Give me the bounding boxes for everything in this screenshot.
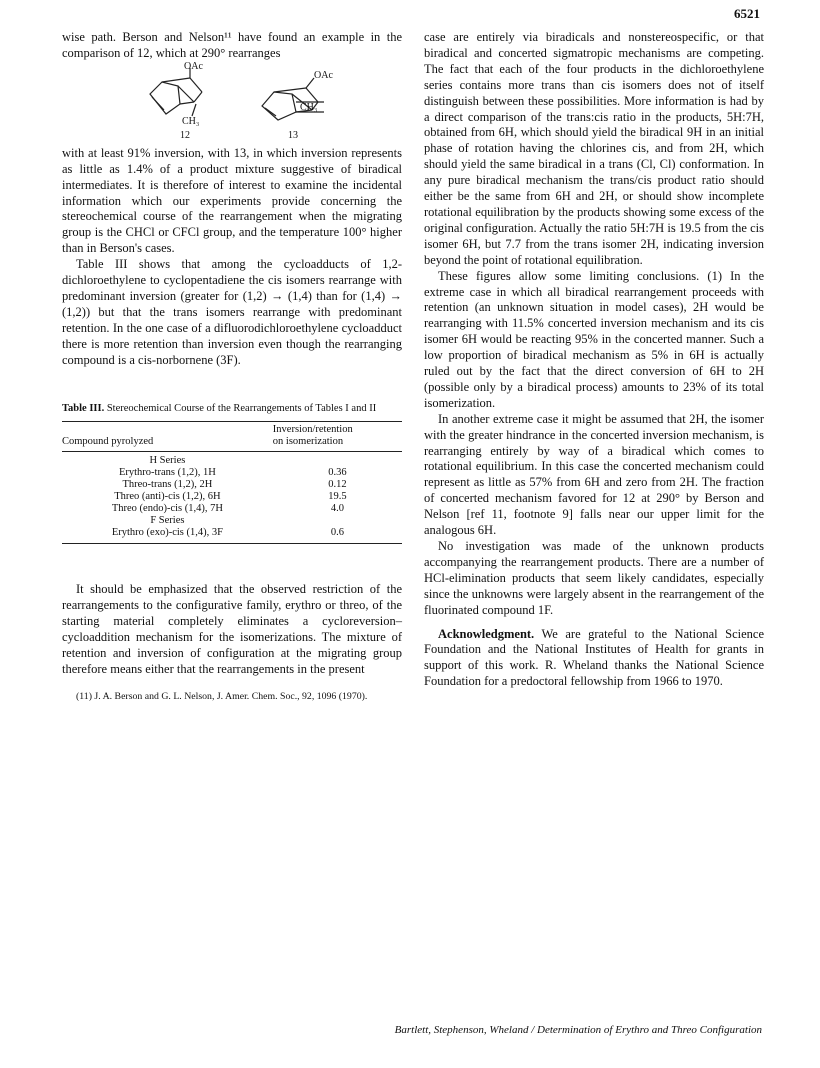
footnote-11: (11) J. A. Berson and G. L. Nelson, J. Amer. Chem. Soc., 92, 1096 (1970).	[76, 691, 368, 703]
structure-13-ch-label: CH₃	[300, 101, 318, 113]
table-header-ratio-line1: Inversion/retention	[272, 424, 353, 435]
left-paragraph-4: It should be emphasized that the observed restriction of the rearrangements to the configurative family, erythro or threo, of the starting material completely eliminates a cycloreversion–cycloaddition mechanism for the isomerizations. The mixture of retention and inversion of configuration at the migrating group therefore means either that the rearrangements in the present	[62, 582, 402, 676]
table-cell-compound: Threo (anti)-cis (1,2), 6H	[114, 491, 221, 502]
structure-12-ch3-label: CH₃	[182, 115, 200, 127]
table-section-h: H Series	[149, 455, 186, 466]
right-paragraph-1: case are entirely via biradicals and nonstereospecific, or that biradical and concerted sigmatropic mechanisms are competing. The fact that each of the four products in the dichloroethylene series contains more trans than cis isomers does not of itself distinguish between these possibilities. More information is had by a direct comparison of the trans:cis ratio in the products, 5H:7H, obtained from 6H, which should yield the biradical 9H in an initial phase of rotation having the chlorines cis, and from 2H, which should yield the same biradical in a trans (Cl, Cl) conformation. In any pure biradical mechanism the trans/cis product ratio should either be the same from 6H and 2H, or should show incomplete rotational equilibration by the products showing some excess of the original configuration. Actually the ratio 5H:7H is 19.5 from the cis isomer 6H, but 7.7 from the trans isomer 2H, indicating inversion beyond the point of rotational equilibration.	[424, 30, 764, 267]
table-caption-text: Stereochemical Course of the Rearrangements of Tables I and II	[106, 402, 377, 414]
table-caption-label: Table III.	[62, 402, 105, 414]
table-row	[62, 503, 402, 515]
table-cell-value: 0.36	[328, 467, 347, 478]
acknowledgment-label: Acknowledgment.	[438, 626, 535, 641]
table-row	[62, 491, 402, 503]
running-footer: Bartlett, Stephenson, Wheland / Determination of Erythro and Threo Configuration	[394, 1024, 762, 1036]
structure-12-number: 12	[180, 129, 190, 141]
table-cell-value: 0.6	[273, 527, 402, 544]
structure-13-number: 13	[288, 129, 298, 141]
structure-12-drawing	[150, 68, 202, 116]
table-header-ratio-line2: on isomerization	[272, 436, 344, 447]
table-header-compound: Compound pyrolyzed	[62, 422, 273, 452]
acknowledgment	[424, 627, 764, 691]
table-cell-compound: Erythro-trans (1,2), 1H	[118, 467, 216, 478]
table-cell-compound: Erythro (exo)-cis (1,4), 3F	[62, 527, 273, 544]
left-paragraph-2: with at least 91% inversion, with 13, in which inversion represents as little as 1.4% of a product mixture suggestive of biradical intermediates. It is therefore of interest to examine the incidental information which our experiments provide concerning the stereochemical course of the rearrangement when the migrating group is the CHCl or CFCl group, and the temperature 100° higher than in Berson's cases.	[62, 145, 402, 256]
table-header-ratio	[273, 422, 402, 452]
right-paragraph-2: These figures allow some limiting conclusions. (1) In the extreme case in which all biradical rearrangement proceeds with retention (an unknown situation in model cases), 2H would be rearranging with 11.5% concerted inversion mechanism and its cis isomer 6H would be reacting 95% in the concerted manner. Such a low proportion of biradical mechanism as 5% in 6H is actually ruled out by the fact that the direct conversion of 6H to 2H (possible only by a biradical process) amounts to 23% of its total isomerization.	[424, 268, 764, 410]
table-caption	[62, 403, 402, 416]
table-cell-value: 4.0	[330, 503, 344, 514]
left-column	[62, 30, 402, 703]
structure-drawings	[62, 64, 402, 144]
table-row	[62, 527, 402, 544]
structure-13-drawing	[262, 78, 324, 120]
table-row	[62, 479, 402, 491]
structure-12-oac-label: OAc	[184, 60, 203, 72]
table-section-f: F Series	[150, 515, 185, 526]
left-paragraph-3: Table III shows that among the cycloadducts of 1,2-dichloroethylene to cyclopentadiene the cis isomers rearrange with predominant inversion (greater for (1,2) → (1,4) than for (1,4) → (1,2)) but that the trans isomers rearrange with predominant retention. In the one case of a difluorodichloroethylene cycloadduct there is more retention than inversion even though the rearranging compound is a cis-norbornene (3F).	[62, 257, 402, 367]
right-paragraph-4: No investigation was made of the unknown products accompanying the rearrangement products. There are a number of HCl-elimination products that seem likely candidates, especially since the unknowns were largely absent in the rearrangement of the fluorinated compound 1F.	[424, 539, 764, 617]
acknowledgment-text: We are grateful to the National Science Foundation and the National Institutes of Health for grants in support of this work. R. Wheland thanks the National Science Foundation for a predoctoral fellowship from 1966 to 1970.	[424, 626, 764, 689]
page-number: 6521	[734, 6, 760, 21]
table-iii	[62, 421, 402, 544]
right-paragraph-3: In another extreme case it might be assumed that 2H, the isomer with the greater hindrance in the concerted inversion mechanism, is rearranging entirely by way of a biradical which comes to rotational equilibrium. In this case the concerted mechanism could represent as little as 57% from 6H and zero from 2H. The fraction of concerted mechanism favored for 12 at 290° by Berson and Nelson [ref 11, footnote 9] falls near our upper limit for the analogous 6H.	[424, 411, 764, 538]
table-row	[62, 467, 402, 479]
table-cell-compound: Threo (endo)-cis (1,4), 7H	[111, 503, 223, 514]
structure-13-oac-label: OAc	[314, 69, 333, 81]
table-cell-compound: Threo-trans (1,2), 2H	[122, 479, 213, 490]
table-cell-value: 19.5	[328, 491, 347, 502]
chemical-structures	[62, 60, 402, 144]
left-paragraph-1: wise path. Berson and Nelson¹¹ have found an example in the comparison of 12, which at 290° rearranges	[62, 30, 402, 60]
right-column	[424, 30, 764, 690]
table-cell-value: 0.12	[328, 479, 347, 490]
